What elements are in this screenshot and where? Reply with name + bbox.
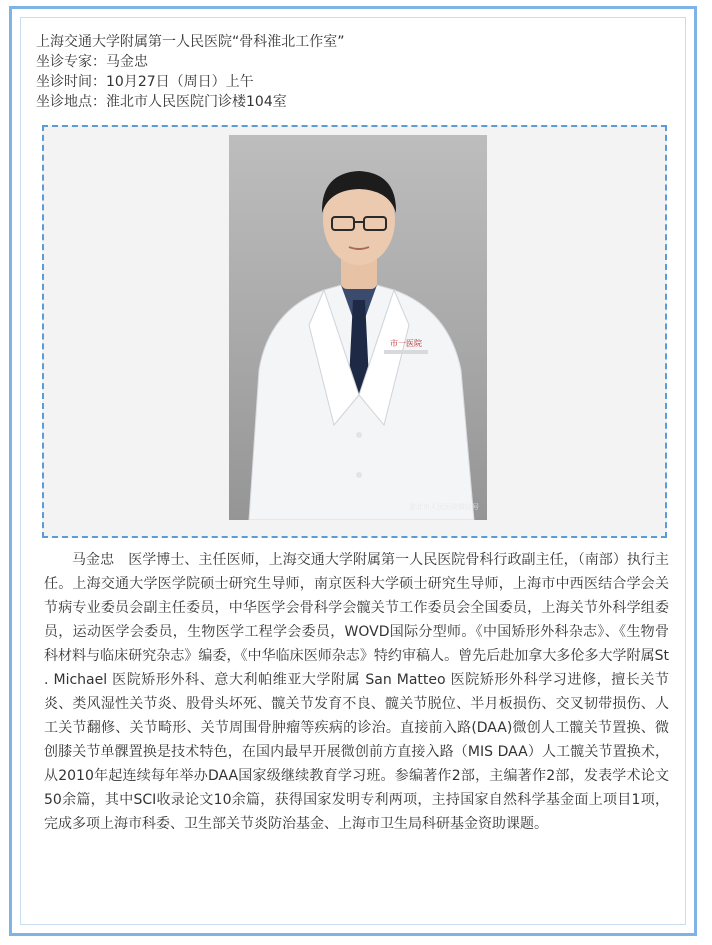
- clinic-expert: 坐诊专家：马金忠: [36, 54, 148, 70]
- clinic-location: 坐诊地点：淮北市人民医院门诊楼104室: [36, 94, 287, 110]
- watermark-text: 淮北市人民医院微信号: [409, 503, 479, 511]
- photo-container: [42, 125, 667, 538]
- doctor-portrait-drawing: [229, 135, 487, 520]
- clinic-info: [36, 32, 656, 112]
- doctor-portrait: [229, 135, 487, 520]
- coat-badge-text: 市一医院: [390, 339, 422, 348]
- doctor-bio: 马金忠 医学博士、主任医师，上海交通大学附属第一人民医院骨科行政副主任，（南部）执行主任。上海交通大学医学院硕士研究生导师，南京医科大学硕士研究生导师，上海市中西医结合学会关节病专业委员会副主任委员，中华医学会骨科学会髋关节工作委员会全国委员，上海关节外科学组委员，运动医学会委员，生物医学工程学会委员，WOVD国际分型师。《中国矫形外科杂志》、《生物骨科材料与临床研究杂志》编委，《中华临床医师杂志》特约审稿人。曾先后赴加拿大多伦多大学附属St . Michael 医院矫形外科、意大利帕维亚大学附属 San Matteo 医院矫形外科学习进修，擅长关节炎、类风湿性关节炎、股骨头坏死、髋关节发育不良、髋关节脱位、半月板损伤、交叉韧带损伤、人工关节翻修、关节畸形、关节周围骨肿瘤等疾病的诊治。直接前入路(DAA)微创人工髋关节置换、微创膝关节单髁置换是技术特色，在国内最早开展微创前方直接入路（MIS DAA）人工髋关节置换术，从2010年起连续每年举办DAA国家级继续教育学习班。参编著作2部，主编著作2部，发表学术论文50余篇，其中SCI收录论文10余篇，获得国家发明专利两项，主持国家自然科学基金面上项目1项，完成多项上海市科委、卫生部关节炎防治基金、上海市卫生局科研基金资助课题。: [44, 552, 669, 832]
- clinic-time: 坐诊时间：10月27日（周日）上午: [36, 74, 254, 90]
- clinic-title: 上海交通大学附属第一人民医院“骨科淮北工作室”: [36, 34, 345, 50]
